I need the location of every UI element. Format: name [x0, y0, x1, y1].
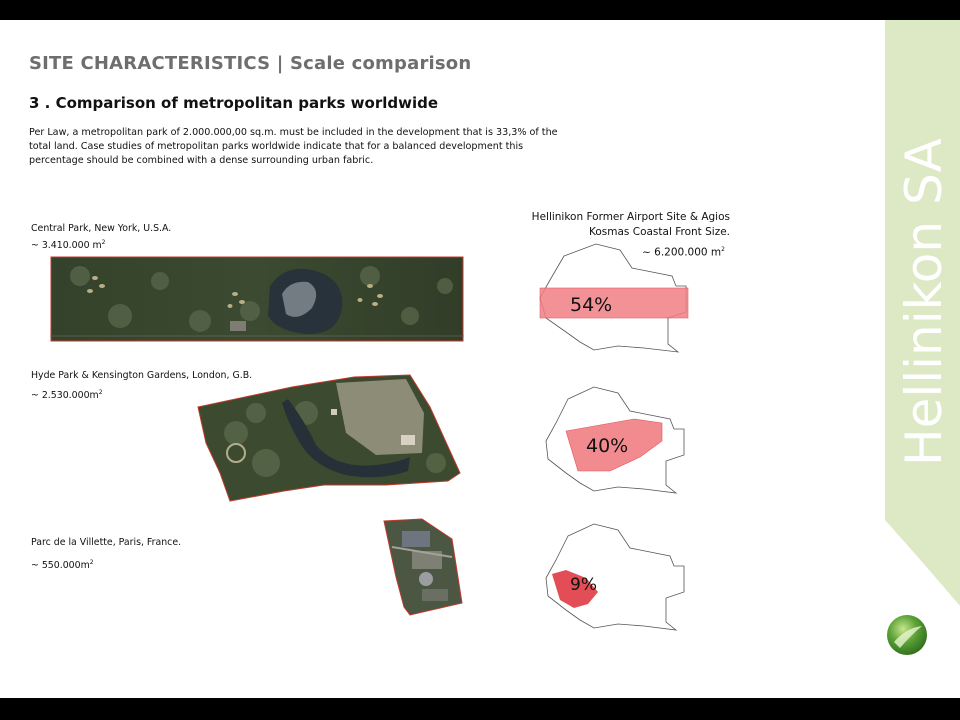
top-letterbox [0, 0, 960, 20]
park-area: ~ $550.000m^2$ [31, 559, 94, 572]
park-name: Hyde Park & Kensington Gardens, London, G.B. [31, 370, 253, 381]
site-area: ~ 6.200.000 $m^2$ [642, 246, 725, 259]
park-area: ~ $2.530.000m^2$ [31, 389, 103, 402]
site-coverage-54: 54% [570, 294, 613, 316]
intro-text [29, 126, 569, 168]
site-title-line: Kosmas Coastal Front Size. [589, 226, 730, 238]
park-label-central [31, 222, 171, 253]
park-area: ~ 3.410.000 $m^2$ [31, 239, 106, 252]
villette-park-aerial-image [382, 517, 464, 617]
brand-name: Hellinikon SA [895, 138, 953, 466]
brand-sidebar [885, 20, 960, 698]
site-coverage-40: 40% [586, 435, 629, 457]
hyde-park-aerial-image [196, 373, 462, 507]
slide-title: SITE CHARACTERISTICS | Scale comparison [29, 53, 472, 74]
site-outline-54-diagram [536, 240, 696, 356]
intro-line: Per Law, a metropolitan park of 2.000.000,00 sq.m. must be included in the development that is 33,3% of the [29, 127, 558, 138]
site-title-line: Hellinikon Former Airport Site & Agios [531, 211, 730, 223]
park-name: Parc de la Villette, Paris, France. [31, 537, 182, 548]
bottom-letterbox [0, 698, 960, 720]
central-park-aerial-image [50, 256, 464, 342]
site-outline-9-diagram [544, 522, 694, 634]
park-label-villette [31, 536, 181, 573]
section-title: 3 . Comparison of metropolitan parks worldwide [29, 94, 439, 112]
green-sphere-logo-icon [886, 614, 928, 656]
park-name: Central Park, New York, U.S.A. [31, 223, 172, 234]
site-title [470, 210, 730, 240]
intro-line: total land. Case studies of metropolitan parks worldwide indicate that for a balanced development this [29, 141, 524, 152]
site-coverage-9: 9% [570, 575, 597, 595]
intro-line: percentage should be combined with a dense surrounding urban fabric. [29, 155, 374, 166]
